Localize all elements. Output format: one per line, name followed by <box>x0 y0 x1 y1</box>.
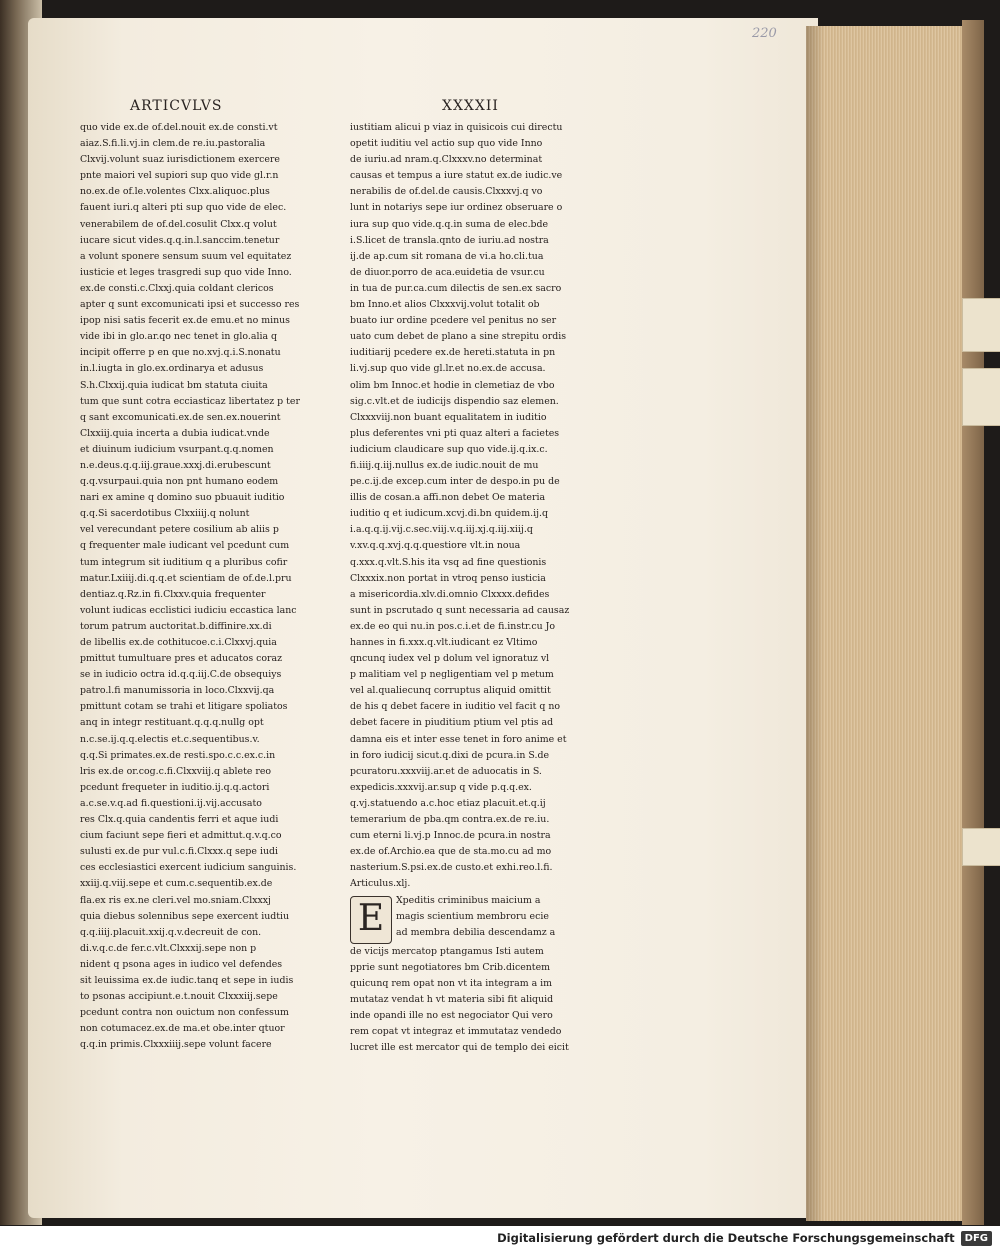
text-line: xxiij.q.viij.sepe et cum.c.sequentib.ex.de <box>80 878 273 890</box>
text-line: iustitiam alicui p viaz in quisicois cui directu <box>350 122 563 133</box>
text-line: uato cum debet de plano a sine strepitu ordis <box>350 331 567 343</box>
text-line: iuditio q et iudicum.xcvj.di.bn quidem.ij.q <box>350 508 548 520</box>
text-line: sit leuissima ex.de iudic.tanq et sepe in iudis <box>80 974 294 986</box>
footer-bar <box>0 1226 1000 1250</box>
text-line: buato iur ordine pcedere vel penitus no ser <box>350 315 557 327</box>
text-line: damna eis et inter esse tenet in foro anime et <box>350 733 567 745</box>
text-line: di.v.q.c.de fer.c.vlt.Clxxxij.sepe non p <box>80 942 257 954</box>
text-line: res Clx.q.quia candentis ferri et aque iudi <box>80 814 279 826</box>
text-line: fauent iuri.q alteri pti sup quo vide de elec. <box>80 202 287 214</box>
text-line: pmittunt cotam se trahi et litigare spoliatos <box>80 701 288 713</box>
running-head-right: XXXXII <box>442 98 499 114</box>
initial-adjacent-lines <box>396 893 585 944</box>
text-line: a misericordia.xlv.di.omnio Clxxxx.defides <box>350 588 550 600</box>
text-line: v.xv.q.q.xvj.q.q.questiore vlt.in noua <box>350 540 521 552</box>
dfg-logo: DFG <box>961 1231 992 1246</box>
text-line: illis de cosan.a affi.non debet Oe materia <box>350 492 546 504</box>
right-column-main-text <box>350 120 585 893</box>
text-line: q sant excomunicati.ex.de sen.ex.nouerint <box>80 411 281 423</box>
text-line: bm Inno.et alios Clxxxvij.volut totalit ob <box>350 299 540 311</box>
text-line: vide ibi in glo.ar.qo nec tenet in glo.alia q <box>80 331 278 343</box>
text-line: pmittut tumultuare pres et aducatos coraz <box>80 653 283 665</box>
text-line: q.vj.statuendo a.c.hoc etiaz placuit.et.q.ij <box>350 797 546 809</box>
text-line: ipop nisi satis fecerit ex.de emu.et no minus <box>80 315 290 327</box>
text-line: et diuinum iudicium vsurpant.q.q.nomen <box>80 443 274 455</box>
text-line: plus deferentes vni pti quaz alteri a facietes <box>350 427 560 439</box>
text-line: cium faciunt sepe fieri et admittut.q.v.q.co <box>80 830 282 842</box>
text-line: lunt in notariys sepe iur ordinez obseruare o <box>350 202 563 214</box>
text-line: no.ex.de of.le.volentes Clxx.aliquoc.plus <box>80 186 270 198</box>
text-line: hannes in fi.xxx.q.vlt.iudicant ez Vltimo <box>350 637 538 648</box>
text-line: Clxxiij.quia incerta a dubia iudicat.vnde <box>80 427 270 439</box>
page-marker-tab <box>962 298 1000 352</box>
text-line: fi.iiij.q.iij.nullus ex.de iudic.nouit de mu <box>350 459 539 471</box>
text-line: Articulus.xlj. <box>350 878 411 890</box>
text-line: iusticie et leges trasgredi sup quo vide Inno. <box>80 266 292 278</box>
book-cover-board <box>962 20 984 1225</box>
text-line: pcedunt frequeter in iuditio.ij.q.q.actori <box>80 781 270 793</box>
text-line: de libellis ex.de cothitucoe.c.i.Clxxvj.quia <box>80 637 277 648</box>
right-column-tail-text <box>350 944 585 1057</box>
text-line: sig.c.vlt.et de iudicijs dispendio saz elemen. <box>350 395 559 407</box>
page-marker-tab <box>962 828 1000 866</box>
text-line: quia diebus solennibus sepe exercent iudtiu <box>80 910 290 922</box>
text-line: S.h.Clxxij.quia iudicat bm statuta ciuita <box>80 379 268 391</box>
running-head-left: ARTICVLVS <box>130 98 223 114</box>
text-line: Clxxxix.non portat in vtroq penso iusticia <box>350 572 546 584</box>
text-line: cum eterni li.vj.p Innoc.de pcura.in nostra <box>350 830 551 842</box>
left-text-column <box>80 120 312 1053</box>
text-line: q.q.Si sacerdotibus Clxxiiij.q nolunt <box>80 508 250 520</box>
text-line: apter q sunt excomunicati ipsi et successo res <box>80 299 300 311</box>
text-line: in tua de pur.ca.cum dilectis de sen.ex sacro <box>350 282 562 294</box>
text-line: a.c.se.v.q.ad fi.questioni.ij.vij.accusato <box>80 797 262 809</box>
text-line: opetit iuditiu vel actio sup quo vide Inno <box>350 138 543 150</box>
text-line: volunt iudicas ecclistici iudiciu eccastica lanc <box>80 604 297 616</box>
text-line: n.c.se.ij.q.q.electis et.c.sequentibus.v. <box>80 733 260 745</box>
text-line: pprie sunt negotiatores bm Crib.dicentem <box>350 961 551 973</box>
text-line: de his q debet facere in iuditio vel facit q no <box>350 701 561 713</box>
text-line: pcedunt contra non ouictum non confessum <box>80 1007 289 1019</box>
text-line: causas et tempus a iure statut ex.de iudic.ve <box>350 170 563 182</box>
text-line: ex.de consti.c.Clxxj.quia coldant clericos <box>80 282 274 294</box>
text-line: mutataz vendat h vt materia sibi fit aliquid <box>350 993 554 1005</box>
text-line: ex.de of.Archio.ea que de sta.mo.cu ad mo <box>350 846 552 858</box>
text-line: debet facere in piuditium ptium vel ptis ad <box>350 717 554 729</box>
decorated-initial-letter: E <box>350 896 392 944</box>
text-line: matur.Lxiiij.di.q.q.et scientiam de of.de.l.pru <box>80 572 292 584</box>
text-line: inde opandi ille no est negociator Qui vero <box>350 1009 553 1021</box>
text-line: torum patrum auctoritat.b.diffinire.xx.di <box>80 620 272 632</box>
text-line: sulusti ex.de pur vul.c.fi.Clxxx.q sepe iudi <box>80 846 278 858</box>
page-gutter-shadow <box>806 26 824 1221</box>
text-line: n.e.deus.q.q.iij.graue.xxxj.di.erubescunt <box>80 459 271 471</box>
text-line: quo vide ex.de of.del.nouit ex.de consti.vt <box>80 122 278 133</box>
text-line: nari ex amine q domino suo pbuauit iuditio <box>80 492 285 504</box>
text-line: q.xxx.q.vlt.S.his ita vsq ad fine questionis <box>350 556 547 568</box>
text-line: q.q.in primis.Clxxxiiij.sepe volunt facere <box>80 1039 272 1051</box>
text-line: p malitiam vel p negligentiam vel p metum <box>350 669 554 681</box>
text-line: incipit offerre p en que no.xvj.q.i.S.nonatu <box>80 347 281 359</box>
text-line: de vicijs mercatop ptangamus Isti autem <box>350 945 544 957</box>
page-foliation-number: 220 <box>752 26 777 41</box>
text-line: olim bm Innoc.et hodie in clemetiaz de vbo <box>350 379 555 391</box>
text-line: se in iudicio octra id.q.q.iij.C.de obsequiys <box>80 669 282 681</box>
text-line: ces ecclesiastici exercent iudicium sanguinis. <box>80 862 297 874</box>
right-text-column <box>350 120 585 1056</box>
text-line: dentiaz.q.Rz.in fi.Clxxv.quia frequenter <box>80 588 266 600</box>
text-line: quicunq rem opat non vt ita integram a im <box>350 977 553 989</box>
text-line: venerabilem de of.del.cosulit Clxx.q volut <box>80 218 277 230</box>
text-line: pnte maiori vel supiori sup quo vide gl.r.n <box>80 170 279 182</box>
text-line: iura sup quo vide.q.q.in suma de elec.bde <box>350 218 549 230</box>
text-line: de iuriu.ad nram.q.Clxxxv.no determinat <box>350 154 543 166</box>
page-marker-tab <box>962 368 1000 426</box>
text-line: nident q psona ages in iudico vel defendes <box>80 958 283 970</box>
text-line: Xpeditis criminibus maicium a <box>396 894 541 906</box>
text-line: rem copat vt integraz et immutataz vendedo <box>350 1025 562 1037</box>
text-line: q frequenter male iudicant vel pcedunt cum <box>80 540 290 552</box>
text-line: nerabilis de of.del.de causis.Clxxxvj.q vo <box>350 186 543 198</box>
text-line: in foro iudicij sicut.q.dixi de pcura.in S.de <box>350 749 550 761</box>
text-line: iuditiarij pcedere ex.de hereti.statuta in pn <box>350 347 556 359</box>
text-line: vel al.qualiecunq corruptus aliquid omittit <box>350 685 551 697</box>
text-line: pcuratoru.xxxviij.ar.et de aduocatis in S. <box>350 765 542 777</box>
text-line: fla.ex ris ex.ne cleri.vel mo.sniam.Clxxxj <box>80 894 271 906</box>
text-line: a volunt sponere sensum suum vel equitatez <box>80 250 292 262</box>
decorated-initial-block <box>350 893 585 944</box>
text-line: aiaz.S.fi.li.vj.in clem.de re.iu.pastoralia <box>80 138 266 150</box>
text-line: i.a.q.q.ij.vij.c.sec.viij.v.q.iij.xj.q.iij.xiij.q <box>350 524 533 536</box>
text-line: de diuor.porro de aca.euidetia de vsur.cu <box>350 266 545 278</box>
footer-credit-text: Digitalisierung gefördert durch die Deutsche Forschungsgemeinschaft <box>497 1231 955 1245</box>
text-line: vel verecundant petere cosilium ab aliis p <box>80 524 279 536</box>
text-line: tum integrum sit iuditium q a pluribus cofir <box>80 556 288 568</box>
text-line: q.q.vsurpaui.quia non pnt humano eodem <box>80 476 279 488</box>
text-line: lucret ille est mercator qui de templo dei eicit <box>350 1042 569 1054</box>
text-line: Clxvij.volunt suaz iurisdictionem exercere <box>80 154 280 166</box>
text-line: Clxxxviij.non buant equalitatem in iuditio <box>350 411 547 423</box>
text-line: sunt in pscrutado q sunt necessaria ad causaz <box>350 604 570 616</box>
text-line: in.l.iugta in glo.ex.ordinarya et adusus <box>80 363 264 375</box>
text-line: pe.c.ij.de excep.cum inter de despo.in pu de <box>350 476 560 488</box>
text-line: nasterium.S.psi.ex.de custo.et exhi.reo.l.fi. <box>350 862 553 874</box>
text-line: magis scientium membroru ecie <box>396 910 549 922</box>
text-line: patro.l.fi manumissoria in loco.Clxxvij.qa <box>80 685 275 697</box>
text-line: iucare sicut vides.q.q.in.l.sanccim.tenetur <box>80 234 280 246</box>
text-line: q.q.Si primates.ex.de resti.spo.c.c.ex.c.in <box>80 749 276 761</box>
book-fore-edge <box>806 26 970 1221</box>
text-line: tum que sunt cotra ecciasticaz libertatez p ter <box>80 395 300 407</box>
text-line: to psonas accipiunt.e.t.nouit Clxxxiij.sepe <box>80 991 278 1003</box>
text-line: iudicium claudicare sup quo vide.ij.q.ix.c. <box>350 443 548 455</box>
text-line: anq in integr restituant.q.q.q.nullg opt <box>80 717 264 729</box>
text-line: ij.de ap.cum sit romana de vi.a ho.cli.tua <box>350 250 544 262</box>
text-line: expedicis.xxxvij.ar.sup q vide p.q.q.ex. <box>350 781 532 793</box>
text-line: ad membra debilia descendamz a <box>396 926 556 938</box>
text-line: ex.de eo qui nu.in pos.c.i.et de fi.instr.cu Jo <box>350 620 556 632</box>
text-line: temerarium de pba.qm contra.ex.de re.iu. <box>350 814 550 826</box>
text-line: lris ex.de or.cog.c.fi.Clxxviij.q ablete reo <box>80 765 272 777</box>
text-line: i.S.licet de transla.qnto de iuriu.ad nostra <box>350 234 549 246</box>
text-line: non cotumacez.ex.de ma.et obe.inter qtuor <box>80 1023 285 1035</box>
text-line: li.vj.sup quo vide gl.lr.et no.ex.de accusa. <box>350 363 546 375</box>
text-line: q.q.iiij.placuit.xxij.q.v.decreuit de con. <box>80 926 262 938</box>
text-line: qncunq iudex vel p dolum vel ignoratuz vl <box>350 653 550 665</box>
